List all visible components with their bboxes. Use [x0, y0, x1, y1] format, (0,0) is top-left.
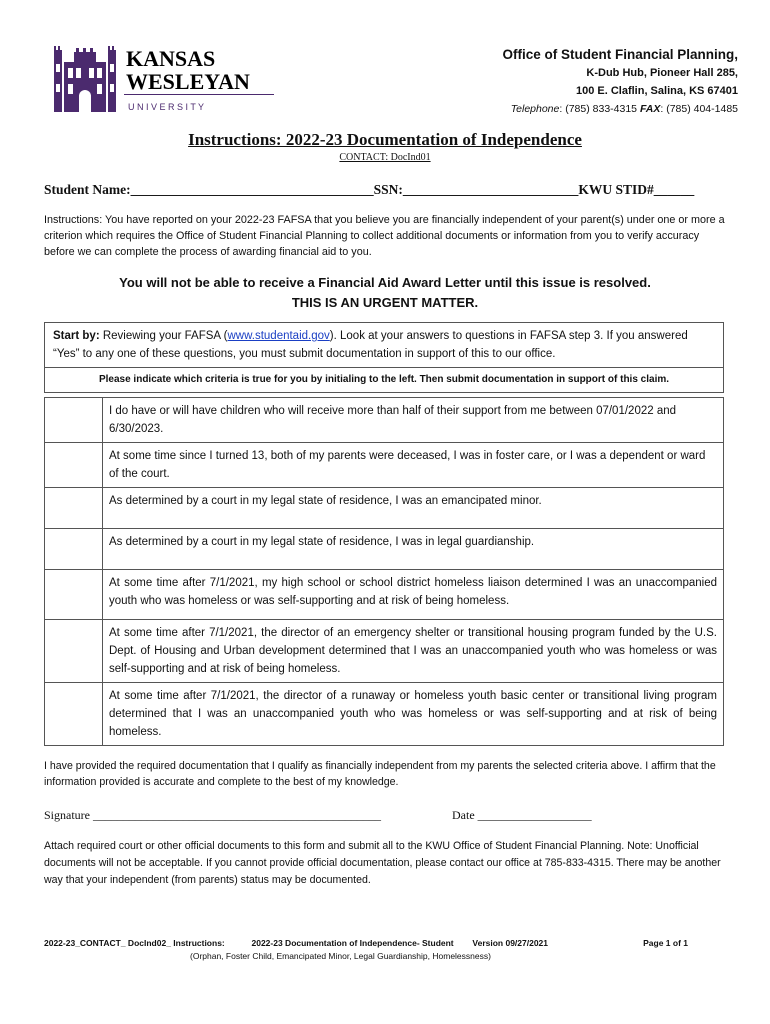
- start-by-label: Start by:: [53, 330, 100, 342]
- criteria-row: [45, 620, 724, 683]
- kwu-stid-label: KWU STID#: [578, 182, 654, 197]
- building-emblem-icon: [52, 44, 282, 116]
- office-address-block: [502, 46, 738, 118]
- ssn-label: SSN:: [373, 182, 403, 197]
- criteria-row: [45, 683, 724, 746]
- criteria-text: I do have or will have children who will receive more than half of their support from me between 07/01/2022 and 6/30/2023.: [103, 398, 724, 443]
- criteria-text: At some time after 7/1/2021, my high school or school district homeless liaison determined I was an unaccompanied youth who was homeless or was self-supporting and at risk of being homeless.: [103, 570, 724, 620]
- office-address-line2: 100 E. Claflin, Salina, KS 67401: [575, 85, 738, 97]
- criteria-text: At some time after 7/1/2021, the director of an emergency shelter or transitional housing program funded by the U.S. Dept. of Housing and Urban development determined that I was an unaccompanied youth who was homeless or was self-supporting and at risk of being homeless.: [103, 620, 724, 683]
- warning-line1: You will not be able to receive a Financial Aid Award Letter until this issue is resolved.: [119, 275, 651, 290]
- start-by-text-before: Reviewing your FAFSA (: [99, 330, 228, 342]
- criteria-row: [45, 443, 724, 488]
- logo-line1: KANSAS: [126, 46, 216, 71]
- initial-box[interactable]: [45, 488, 103, 529]
- logo-line3: U N I V E R S I T Y: [128, 102, 205, 112]
- page-title: Instructions: 2022-23 Documentation of Independence: [188, 130, 582, 149]
- urgent-warning: [0, 273, 770, 313]
- criteria-text: As determined by a court in my legal state of residence, I was an emancipated minor.: [103, 488, 724, 529]
- office-address-line1: K-Dub Hub, Pioneer Hall 285,: [586, 67, 738, 79]
- footer-doc-title: 2022-23 Documentation of Independence- Student: [251, 938, 454, 948]
- kwu-stid-field[interactable]: ______: [653, 182, 695, 197]
- criteria-text: At some time since I turned 13, both of my parents were deceased, I was in foster care, or I was a dependent or ward of the court.: [103, 443, 724, 488]
- start-by-text-after: ). Look at your answers to questions in FAFSA step 3. If you answered “Yes” to any one of these questions, you must submit documentation in support of this to our office.: [53, 330, 688, 360]
- student-info-line: [44, 182, 694, 198]
- initial-box[interactable]: [45, 529, 103, 570]
- criteria-table: [44, 397, 724, 746]
- start-by-box: [44, 322, 724, 368]
- footer-line: [44, 938, 548, 948]
- footer-version: Version 09/27/2021: [472, 938, 549, 948]
- instructions-paragraph: Instructions: You have reported on your 2022-23 FAFSA that you believe you are financially independent of your parent(s) under one or more a criterion which requires the Office of Student Financial Planning to collect additional documents or information from you to verify accuracy before we can complete the process of awarding financial aid to you.: [44, 214, 725, 258]
- office-name: Office of Student Financial Planning,: [502, 47, 738, 62]
- contact-code: CONTACT: DocInd01: [339, 152, 431, 163]
- affirmation-paragraph: I have provided the required documentation that I qualify as financially independent from my parents the selected criteria above. I affirm that the information provided is accurate and complete to the best of my knowledge.: [44, 760, 716, 788]
- initial-box[interactable]: [45, 683, 103, 746]
- student-name-field[interactable]: ____________________________________: [130, 182, 374, 197]
- footer-subtitle: (Orphan, Foster Child, Emancipated Minor, Legal Guardianship, Homelessness): [190, 951, 491, 961]
- initial-box[interactable]: [45, 443, 103, 488]
- telephone-number: : (785) 833-4315: [559, 103, 638, 115]
- criteria-instruction: Please indicate which criteria is true for you by initialing to the left. Then submit documentation in support of this claim.: [44, 367, 724, 393]
- student-name-label: Student Name:: [44, 182, 131, 197]
- criteria-row: [45, 529, 724, 570]
- criteria-text: As determined by a court in my legal state of residence, I was in legal guardianship.: [103, 529, 724, 570]
- criteria-text: At some time after 7/1/2021, the director of a runaway or homeless youth basic center or transitional living program determined that I was an unaccompanied youth who was homeless or was self-supporting and at risk of being homeless.: [103, 683, 724, 746]
- fax-number: : (785) 404-1485: [660, 103, 738, 115]
- office-phone-line: [502, 100, 738, 118]
- fax-label: FAX: [639, 103, 661, 115]
- initial-box[interactable]: [45, 570, 103, 620]
- logo-line2: WESLEYAN: [126, 69, 250, 94]
- footer-doc-id: 2022-23_CONTACT_ DocInd02_ Instructions:: [44, 938, 225, 948]
- criteria-row: [45, 570, 724, 620]
- ssn-field[interactable]: __________________________: [402, 182, 579, 197]
- telephone-label: Telephone: [510, 103, 560, 115]
- initial-box[interactable]: [45, 620, 103, 683]
- criteria-row: [45, 398, 724, 443]
- attach-paragraph: Attach required court or other official documents to this form and submit all to the KWU Office of Student Financial Planning. Note: Unofficial documents will not be acceptable. If you cannot provide official documentation, please contact our office at 785-833-4315. There may be another way that your independent (from parents) status may be documented.: [44, 840, 721, 886]
- studentaid-link[interactable]: www.studentaid.gov: [227, 330, 330, 342]
- initial-box[interactable]: [45, 398, 103, 443]
- date-field[interactable]: Date ___________________: [452, 808, 592, 822]
- university-logo: [52, 44, 282, 116]
- signature-field[interactable]: Signature ________________________________________________: [44, 808, 381, 822]
- footer-page-number: Page 1 of 1: [643, 938, 688, 948]
- warning-line2: THIS IS AN URGENT MATTER.: [291, 295, 479, 310]
- criteria-row: [45, 488, 724, 529]
